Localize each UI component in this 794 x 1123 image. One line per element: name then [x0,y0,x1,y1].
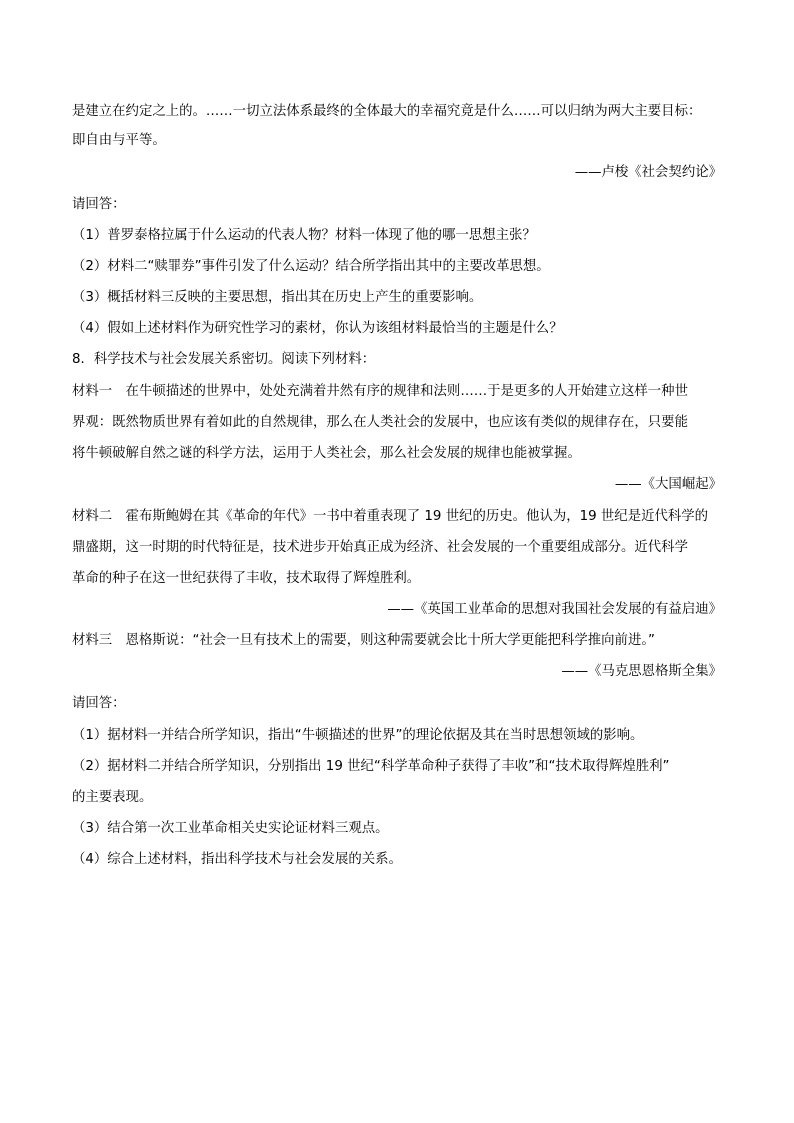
problem-title: 8．科学技术与社会发展关系密切。阅读下列材料： [72,352,376,367]
question-item: （3）概括材料三反映的主要思想，指出其在历史上产生的重要影响。 [72,290,483,305]
material-line: 材料一 在牛顿描述的世界中，处处充满着井然有序的规律和法则……于是更多的人开始建立这样一种世 [72,384,688,399]
question-item: （2）材料二“赎罪券”事件引发了什么运动？结合所学指出其中的主要改革思想。 [72,259,550,274]
question-item: 的主要表现。 [72,790,153,805]
material-line: 革命的种子在这一世纪获得了丰收，技术取得了辉煌胜利。 [72,571,421,586]
question-item: （1）普罗泰格拉属于什么运动的代表人物？材料一体现了他的哪一思想主张？ [72,228,536,243]
question-item: （1）据材料一并结合所学知识，指出“牛顿描述的世界”的理论依据及其在当时思想领域的影响。 [72,728,644,743]
question-heading: 请回答： [72,696,126,711]
text-line: 即自由与平等。 [72,133,166,148]
citation-line: ——《英国工业革命的思想对我国社会发展的有益启迪》 [387,602,722,617]
citation-line: ——《大国崛起》 [614,477,722,492]
question-item: （4）综合上述材料，指出科学技术与社会发展的关系。 [72,852,402,867]
text-line: 是建立在约定之上的。……一切立法体系最终的全体最大的幸福究竟是什么……可以归纳为两大主要目标： [72,104,702,119]
citation-line: ——卢梭《社会契约论》 [574,165,722,180]
material-line: 材料三 恩格斯说：“社会一旦有技术上的需要，则这种需要就会比十所大学更能把科学推向前进。” [72,633,655,648]
material-line: 将牛顿破解自然之谜的科学方法，运用于人类社会，那么社会发展的规律也能被掌握。 [72,446,581,461]
material-line: 界观：既然物质世界有着如此的自然规律，那么在人类社会的发展中，也应该有类似的规律存在，只要能 [72,415,688,430]
question-item: （2）据材料二并结合所学知识，分别指出 19 世纪“科学革命种子获得了丰收”和“技术取得辉煌胜利” [72,759,670,774]
material-line: 材料二 霍布斯鲍姆在其《革命的年代》一书中着重表现了 19 世纪的历史。他认为，19 世纪是近代科学的 [72,509,709,524]
question-item: （3）结合第一次工业革命相关史实论证材料三观点。 [72,821,389,836]
citation-line: ——《马克思恩格斯全集》 [561,664,722,679]
material-line: 鼎盛期，这一时期的时代特征是，技术进步开始真正成为经济、社会发展的一个重要组成部分。近代科学 [72,540,688,555]
question-heading: 请回答： [72,197,126,212]
question-item: （4）假如上述材料作为研究性学习的素材，你认为该组材料最恰当的主题是什么？ [72,321,563,336]
